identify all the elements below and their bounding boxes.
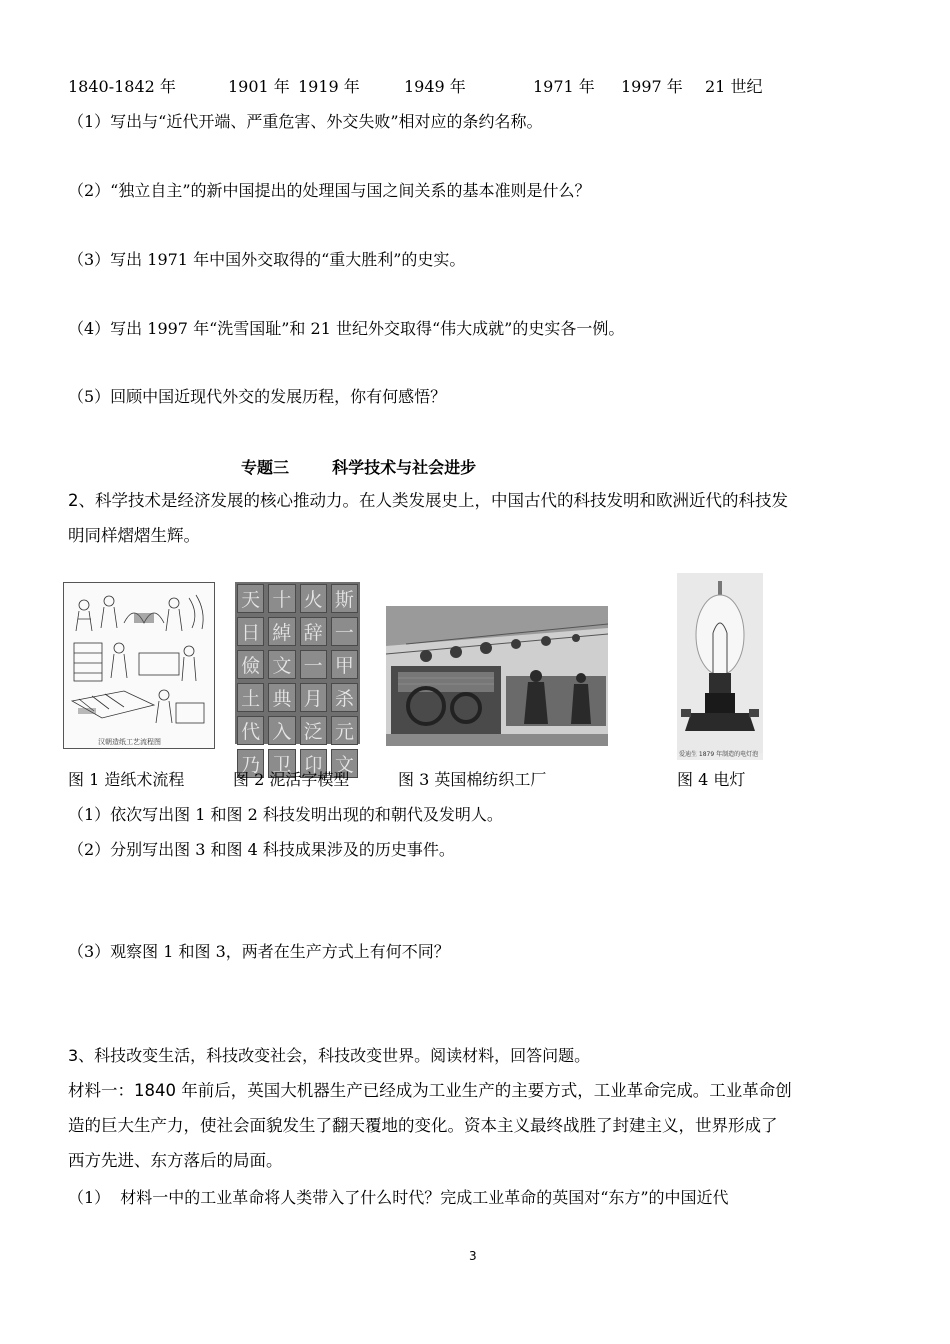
figure-2-movable-type-image bbox=[235, 582, 360, 776]
figure-2-caption: 图 2 泥活字模型 bbox=[233, 770, 350, 789]
section1-question-2: （2）“独立自主”的新中国提出的处理国与国之间关系的基本准则是什么？ bbox=[68, 181, 591, 200]
movable-type-block: 月 bbox=[300, 683, 327, 712]
movable-type-block: 典 bbox=[268, 683, 295, 712]
figure-1-caption: 图 1 造纸术流程 bbox=[68, 770, 185, 789]
question3-intro: 3、科技改变生活，科技改变社会，科技改变世界。阅读材料，回答问题。 bbox=[68, 1046, 591, 1065]
movable-type-block: 文 bbox=[268, 650, 295, 679]
question3-material-line2: 造的巨大生产力，使社会面貌发生了翻天覆地的变化。资本主义最终战胜了封建主义，世界形成了 bbox=[68, 1116, 778, 1135]
question3-sub-1-number: （1） bbox=[68, 1188, 111, 1207]
section1-question-1: （1）写出与“近代开端、严重危害、外交失败”相对应的条约名称。 bbox=[68, 112, 543, 131]
movable-type-block: 儉 bbox=[237, 650, 264, 679]
lightbulb-illustration bbox=[677, 573, 763, 753]
question2-intro-line1: 2、科学技术是经济发展的核心推动力。在人类发展史上，中国古代的科技发明和欧洲近代的科技发 bbox=[68, 491, 788, 510]
movable-type-block: 卫 bbox=[268, 749, 295, 778]
movable-type-block: 斯 bbox=[331, 584, 358, 613]
question2-sub-3: （3）观察图 1 和图 3，两者在生产方式上有何不同？ bbox=[68, 942, 450, 961]
figure-4-caption: 图 4 电灯 bbox=[677, 770, 746, 789]
movable-type-block: 火 bbox=[300, 584, 327, 613]
topic-label: 专题三 bbox=[241, 458, 290, 477]
question2-sub-2: （2）分别写出图 3 和图 4 科技成果涉及的历史事件。 bbox=[68, 840, 455, 859]
section1-question-4: （4）写出 1997 年“洗雪国耻”和 21 世纪外交取得“伟大成就”的史实各一例。 bbox=[68, 319, 625, 338]
figure-3-textile-factory-image bbox=[386, 606, 608, 746]
timeline-year-1949: 1949 年 bbox=[404, 77, 466, 96]
topic-title: 科学技术与社会进步 bbox=[332, 458, 477, 477]
movable-type-block: 文 bbox=[331, 749, 358, 778]
movable-type-block: 日 bbox=[237, 617, 264, 646]
question3-sub-1-text: 材料一中的工业革命将人类带入了什么时代？完成工业革命的英国对“东方”的中国近代 bbox=[120, 1188, 729, 1207]
figure-4-inner-caption: 爱迪生 1879 年制造的电灯泡 bbox=[679, 751, 759, 758]
movable-type-block: 卬 bbox=[300, 749, 327, 778]
page-number: 3 bbox=[469, 1249, 477, 1263]
movable-type-block: 杀 bbox=[331, 683, 358, 712]
question3-sub-1 bbox=[68, 1187, 729, 1209]
question2-intro-line2: 明同样熠熠生辉。 bbox=[68, 526, 200, 545]
movable-type-block: 元 bbox=[331, 716, 358, 745]
section1-question-5: （5）回顾中国近现代外交的发展历程，你有何感悟？ bbox=[68, 387, 447, 406]
type-grid bbox=[235, 582, 360, 776]
movable-type-block: 辞 bbox=[300, 617, 327, 646]
movable-type-block: 甲 bbox=[331, 650, 358, 679]
topic-heading bbox=[241, 455, 476, 478]
question3-material-line1: 材料一：1840 年前后，英国大机器生产已经成为工业生产的主要方式，工业革命完成。工业革命创 bbox=[68, 1081, 792, 1100]
papermaking-illustration bbox=[64, 583, 214, 748]
figure-3-caption: 图 3 英国棉纺织工厂 bbox=[398, 770, 547, 789]
figure-1-papermaking-image bbox=[63, 582, 215, 749]
movable-type-block: 泛 bbox=[300, 716, 327, 745]
question3-material-line3: 西方先进、东方落后的局面。 bbox=[68, 1151, 283, 1170]
timeline-year-1997: 1997 年 bbox=[621, 77, 683, 96]
movable-type-block: 入 bbox=[268, 716, 295, 745]
movable-type-block: 綽 bbox=[268, 617, 295, 646]
timeline-year-1971: 1971 年 bbox=[533, 77, 595, 96]
question2-sub-1: （1）依次写出图 1 和图 2 科技发明出现的和朝代及发明人。 bbox=[68, 805, 503, 824]
movable-type-block: 一 bbox=[300, 650, 327, 679]
movable-type-block: 天 bbox=[237, 584, 264, 613]
movable-type-block: 土 bbox=[237, 683, 264, 712]
timeline-year-21c: 21 世纪 bbox=[705, 77, 763, 96]
section1-question-3: （3）写出 1971 年中国外交取得的“重大胜利”的史实。 bbox=[68, 250, 466, 269]
movable-type-block: 十 bbox=[268, 584, 295, 613]
factory-illustration bbox=[386, 606, 608, 746]
timeline-year-1919: 1919 年 bbox=[298, 77, 360, 96]
movable-type-block: 一 bbox=[331, 617, 358, 646]
figure-4-lightbulb-image bbox=[677, 573, 763, 760]
movable-type-block: 乃 bbox=[237, 749, 264, 778]
figure-1-inner-caption: 汉朝造纸工艺流程图 bbox=[98, 738, 161, 746]
timeline-year-1840: 1840-1842 年 bbox=[68, 77, 176, 96]
timeline-year-1901: 1901 年 bbox=[228, 77, 290, 96]
movable-type-block: 代 bbox=[237, 716, 264, 745]
